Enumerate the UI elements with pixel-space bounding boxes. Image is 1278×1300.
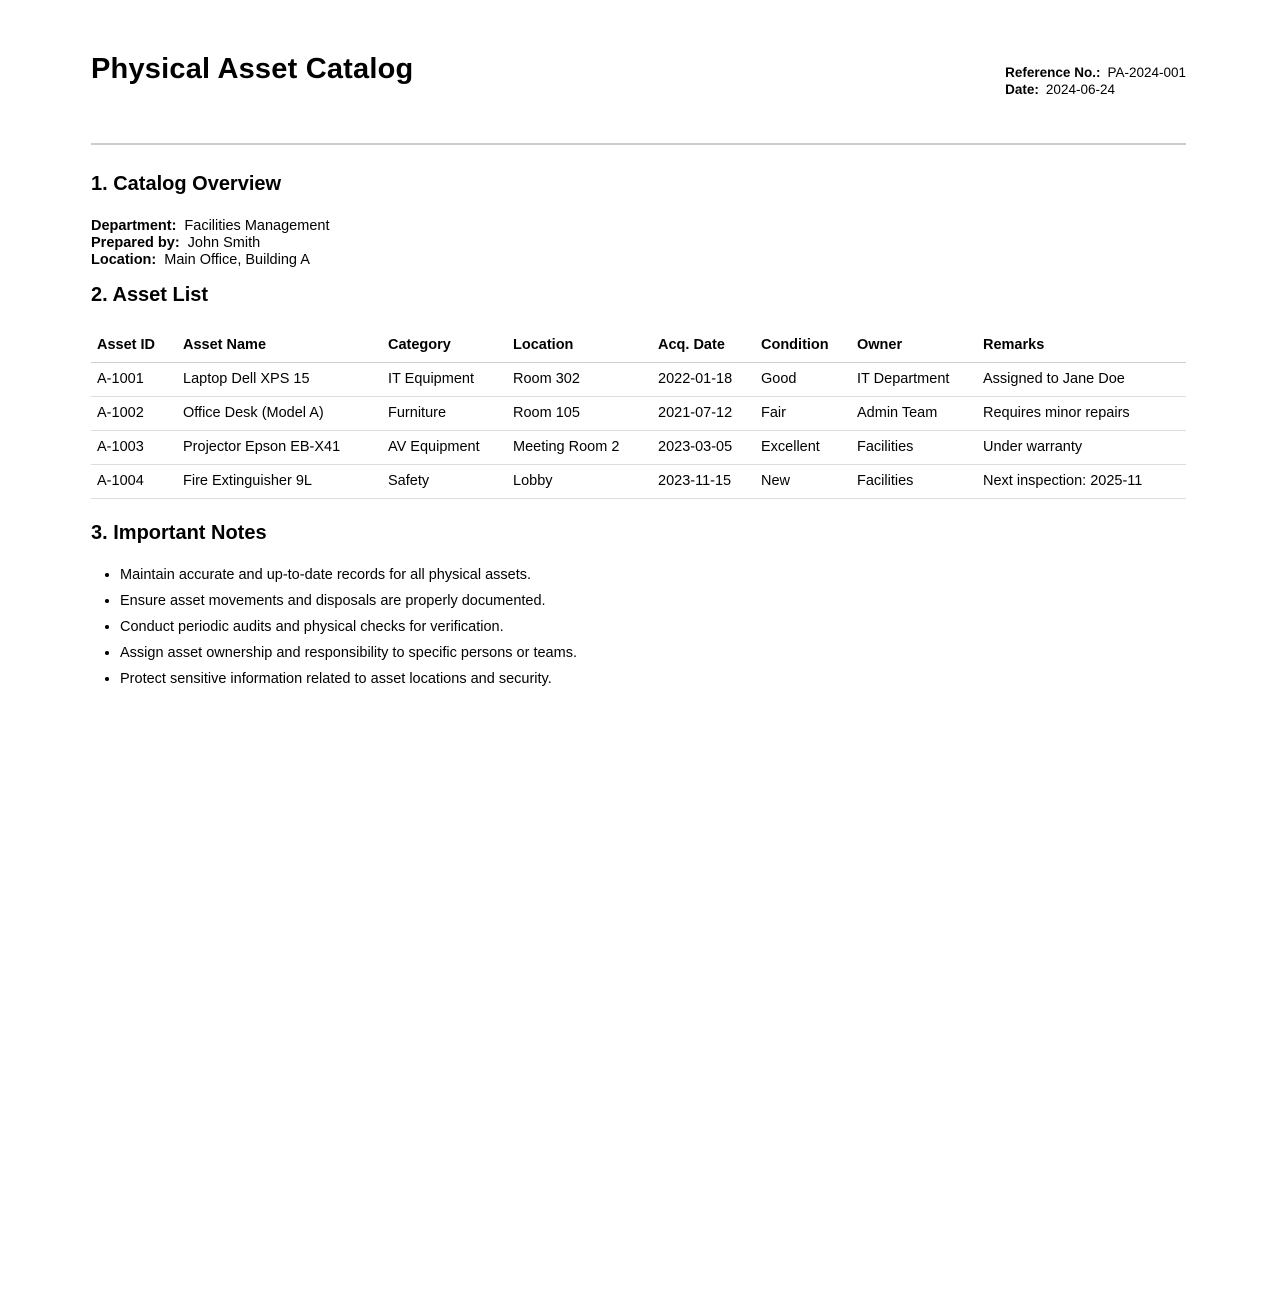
overview-field bbox=[91, 218, 1186, 235]
notes-list bbox=[91, 567, 1186, 688]
table-cell: A-1001 bbox=[91, 363, 177, 397]
column-header: Asset ID bbox=[91, 329, 177, 363]
table-cell: 2023-11-15 bbox=[652, 465, 755, 499]
table-cell: Office Desk (Model A) bbox=[177, 397, 382, 431]
table-cell: Room 302 bbox=[507, 363, 652, 397]
overview-fields bbox=[91, 218, 1186, 269]
table-cell: Lobby bbox=[507, 465, 652, 499]
note-item: • Maintain accurate and up-to-date records for all physical assets. bbox=[120, 567, 1186, 584]
document-header bbox=[91, 53, 1186, 98]
table-cell: Good bbox=[755, 363, 851, 397]
table-row bbox=[91, 363, 1186, 397]
table-cell: Safety bbox=[382, 465, 507, 499]
note-item: • Protect sensitive information related to asset locations and security. bbox=[120, 671, 1186, 688]
table-cell: Fair bbox=[755, 397, 851, 431]
table-row bbox=[91, 465, 1186, 499]
table-cell: IT Department bbox=[851, 363, 977, 397]
table-cell: Requires minor repairs bbox=[977, 397, 1186, 431]
table-cell: AV Equipment bbox=[382, 431, 507, 465]
column-header: Condition bbox=[755, 329, 851, 363]
table-cell: A-1002 bbox=[91, 397, 177, 431]
field-value: Facilities Management bbox=[184, 218, 330, 234]
overview-field bbox=[91, 235, 1186, 252]
column-header: Asset Name bbox=[177, 329, 382, 363]
table-header-row bbox=[91, 329, 1186, 363]
table-cell: Next inspection: 2025-11 bbox=[977, 465, 1186, 499]
table-cell: Under warranty bbox=[977, 431, 1186, 465]
section-heading-asset-list: 2. Asset List bbox=[91, 284, 209, 306]
column-header: Acq. Date bbox=[652, 329, 755, 363]
reference-block bbox=[1005, 64, 1186, 98]
table-row bbox=[91, 431, 1186, 465]
note-item: • Conduct periodic audits and physical checks for verification. bbox=[120, 619, 1186, 636]
table-cell: 2022-01-18 bbox=[652, 363, 755, 397]
asset-table bbox=[91, 329, 1186, 499]
column-header: Remarks bbox=[977, 329, 1186, 363]
table-cell: Facilities bbox=[851, 431, 977, 465]
overview-field bbox=[91, 252, 1186, 269]
field-value: Main Office, Building A bbox=[164, 252, 310, 268]
section-heading-overview: 1. Catalog Overview bbox=[91, 173, 282, 195]
table-cell: Excellent bbox=[755, 431, 851, 465]
reference-line bbox=[1005, 64, 1186, 81]
date-line bbox=[1005, 81, 1186, 98]
table-cell: 2023-03-05 bbox=[652, 431, 755, 465]
field-label: Department: bbox=[91, 218, 177, 234]
table-cell: IT Equipment bbox=[382, 363, 507, 397]
table-cell: New bbox=[755, 465, 851, 499]
field-value: John Smith bbox=[187, 235, 261, 251]
table-cell: Meeting Room 2 bbox=[507, 431, 652, 465]
table-cell: Admin Team bbox=[851, 397, 977, 431]
field-label: Location: bbox=[91, 252, 157, 268]
reference-value: PA-2024-001 bbox=[1107, 65, 1186, 80]
table-cell: Projector Epson EB-X41 bbox=[177, 431, 382, 465]
column-header: Owner bbox=[851, 329, 977, 363]
field-label: Prepared by: bbox=[91, 235, 180, 251]
reference-label: Reference No.: bbox=[1005, 65, 1101, 80]
section-heading-notes: 3. Important Notes bbox=[91, 522, 267, 544]
column-header: Location bbox=[507, 329, 652, 363]
table-cell: Facilities bbox=[851, 465, 977, 499]
table-cell: Assigned to Jane Doe bbox=[977, 363, 1186, 397]
table-body bbox=[91, 363, 1186, 499]
note-item: • Assign asset ownership and responsibility to specific persons or teams. bbox=[120, 645, 1186, 662]
table-cell: Laptop Dell XPS 15 bbox=[177, 363, 382, 397]
table-cell: Room 105 bbox=[507, 397, 652, 431]
table-cell: Furniture bbox=[382, 397, 507, 431]
table-row bbox=[91, 397, 1186, 431]
table-cell: Fire Extinguisher 9L bbox=[177, 465, 382, 499]
table-cell: A-1003 bbox=[91, 431, 177, 465]
page-title: Physical Asset Catalog bbox=[91, 53, 414, 85]
header-divider bbox=[91, 143, 1186, 145]
note-item: • Ensure asset movements and disposals are properly documented. bbox=[120, 593, 1186, 610]
column-header: Category bbox=[382, 329, 507, 363]
table-cell: A-1004 bbox=[91, 465, 177, 499]
date-label: Date: bbox=[1005, 82, 1039, 97]
table-cell: 2021-07-12 bbox=[652, 397, 755, 431]
date-value: 2024-06-24 bbox=[1045, 82, 1115, 97]
